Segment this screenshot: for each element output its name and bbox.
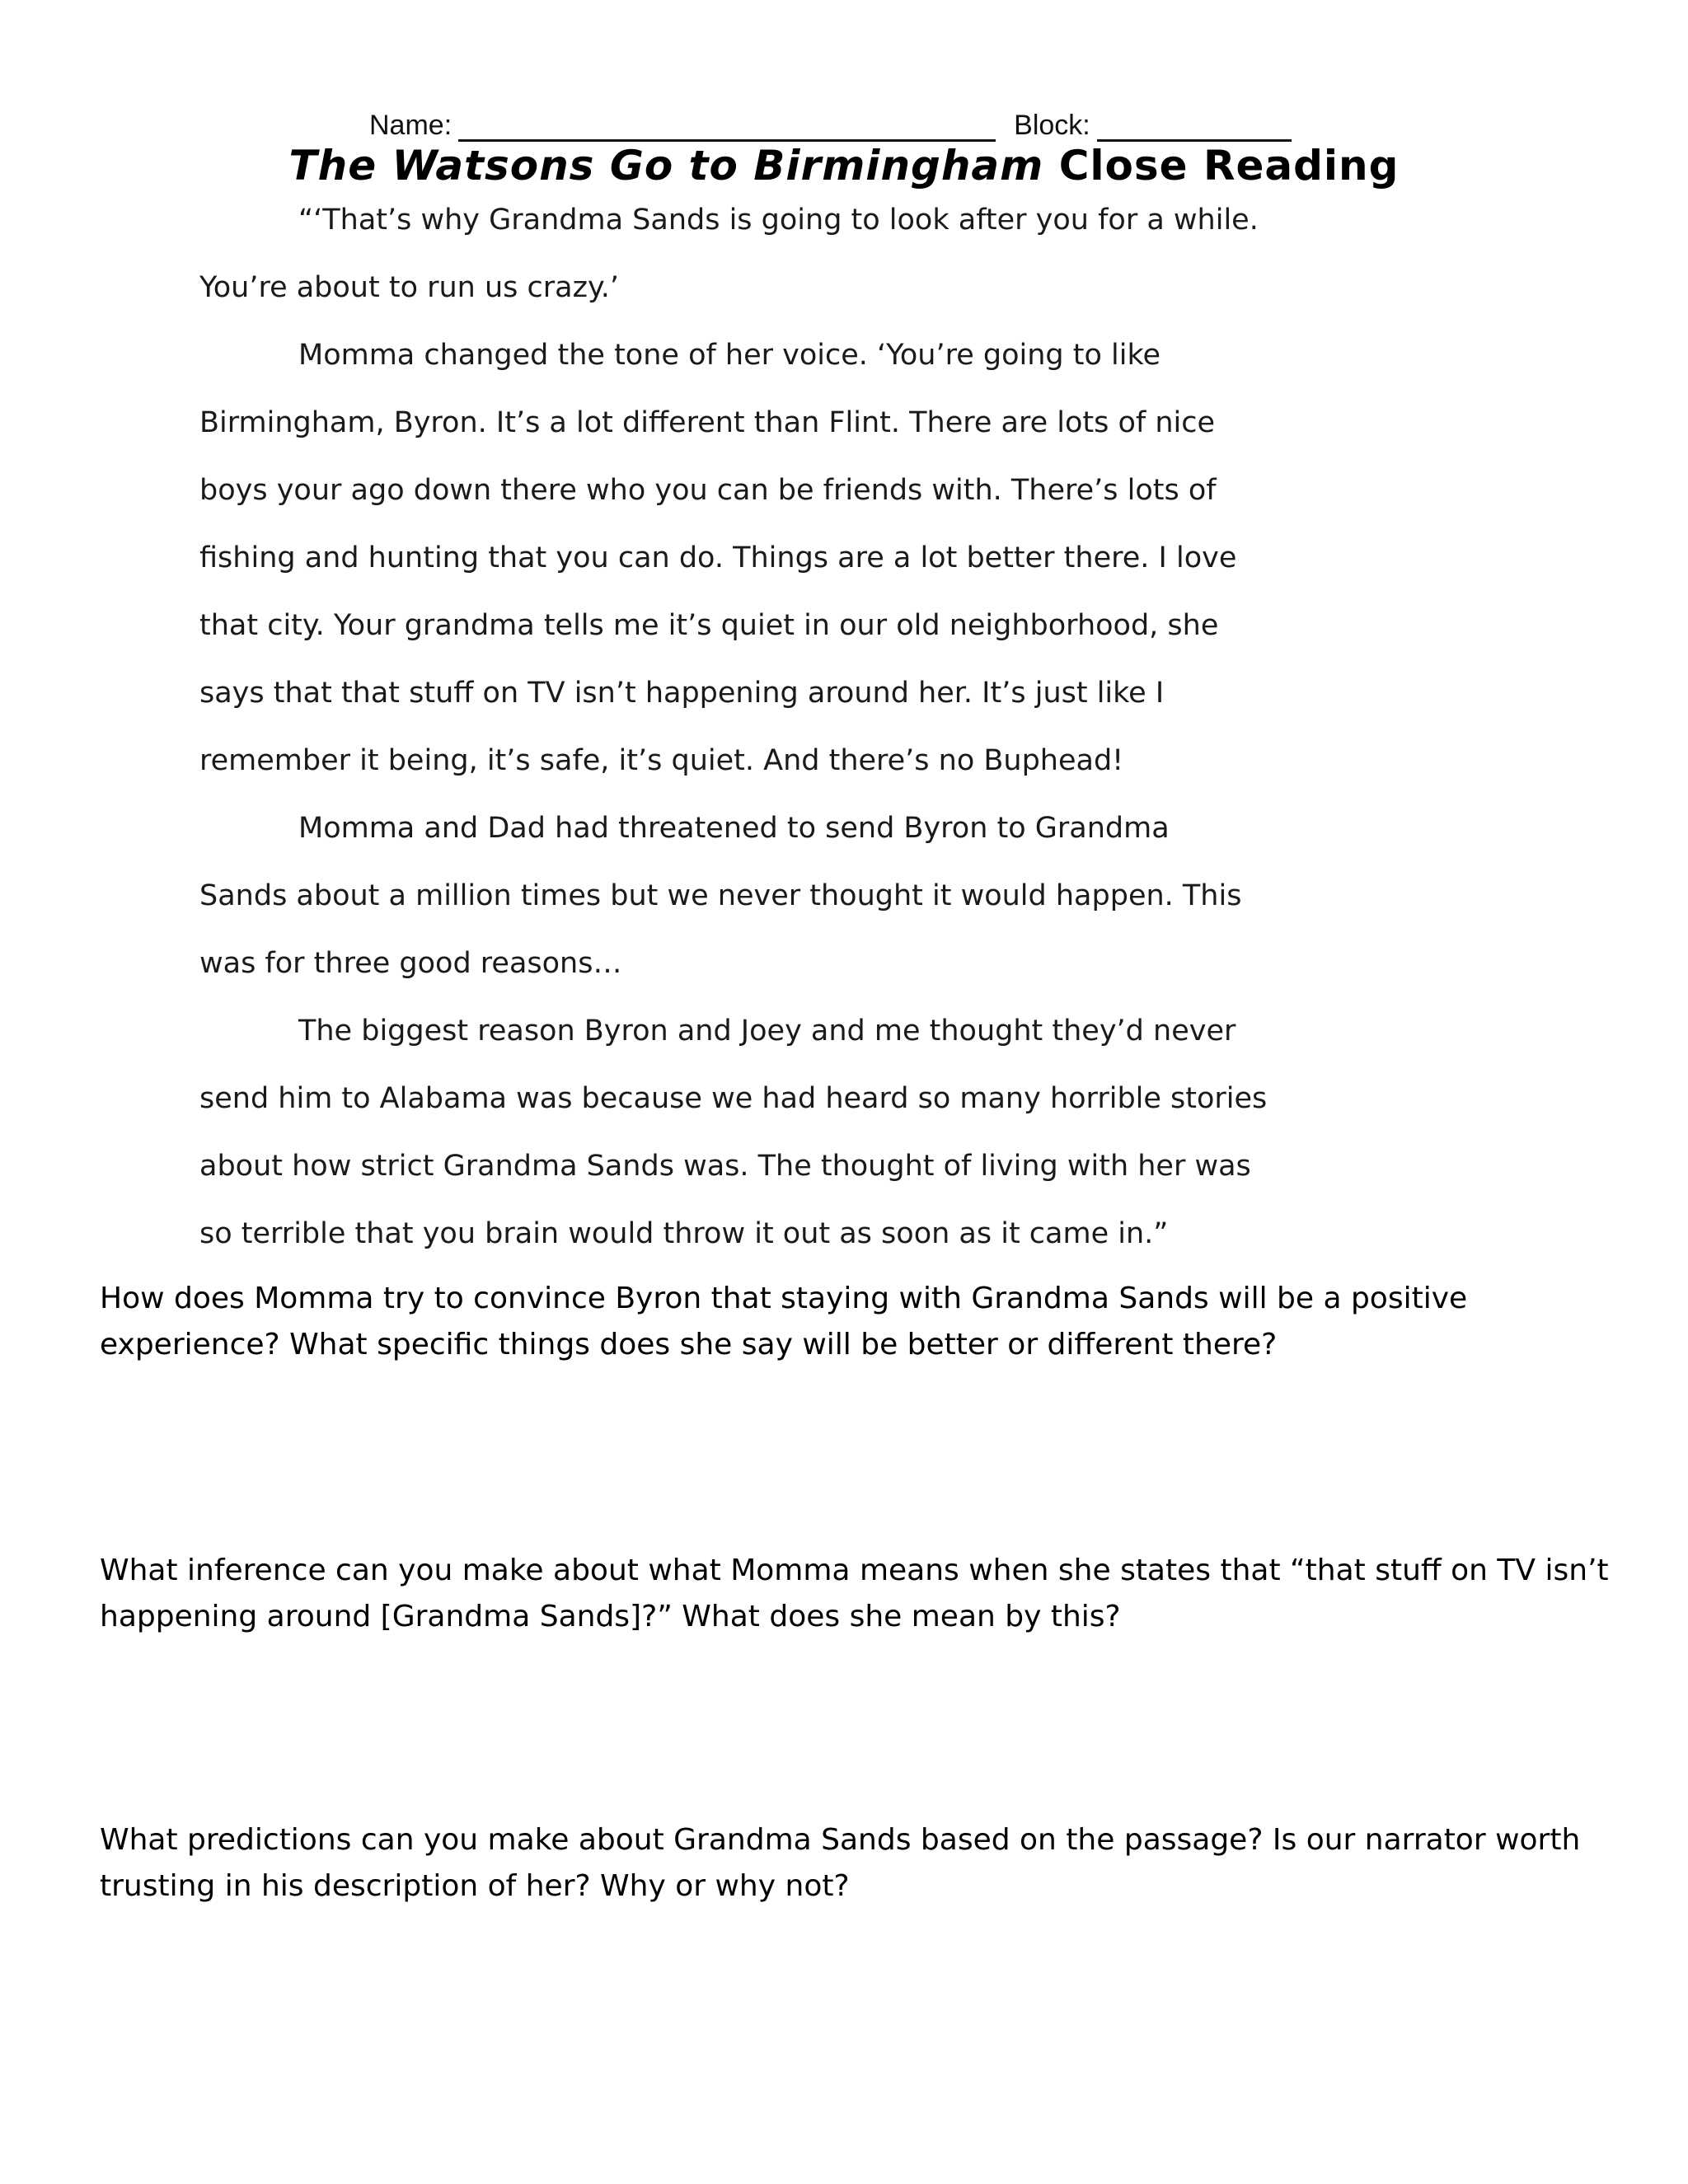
passage-line: was for three good reasons… <box>199 947 622 980</box>
question-1-line-1: How does Momma try to convince Byron that staying with Grandma Sands will be a positive <box>100 1282 1468 1315</box>
question-3-line-2: trusting in his description of her? Why or why not? <box>100 1869 850 1903</box>
question-2-line-2: happening around [Grandma Sands]?” What does she mean by this? <box>100 1600 1121 1633</box>
passage-line: send him to Alabama was because we had heard so many horrible stories <box>199 1082 1268 1115</box>
passage-line: The biggest reason Byron and Joey and me thought they’d never <box>298 1015 1236 1047</box>
book-title: The Watsons Go to Birmingham <box>288 142 1044 190</box>
passage-line: You’re about to run us crazy.’ <box>199 271 619 304</box>
passage-line: Momma and Dad had threatened to send Byron to Grandma <box>298 812 1170 845</box>
student-info-header <box>369 101 1292 142</box>
passage-line: remember it being, it’s safe, it’s quiet. And there’s no Buphead! <box>199 744 1124 777</box>
reading-passage <box>199 195 1320 1277</box>
name-label: Name: <box>369 110 452 141</box>
passage-line: Birmingham, Byron. It’s a lot different than Flint. There are lots of nice <box>199 406 1216 439</box>
name-blank[interactable] <box>458 111 996 142</box>
question-2 <box>100 1548 1609 1640</box>
passage-line: boys your ago down there who you can be friends with. There’s lots of <box>199 474 1217 507</box>
question-2-line-1: What inference can you make about what Momma means when she states that “that stuff on TV isn’t <box>100 1554 1609 1587</box>
title-suffix: Close Reading <box>1058 142 1400 190</box>
block-blank[interactable] <box>1097 111 1292 142</box>
question-1-line-2: experience? What specific things does she say will be better or different there? <box>100 1328 1278 1361</box>
passage-line: fishing and hunting that you can do. Things are a lot better there. I love <box>199 541 1237 574</box>
passage-line: Momma changed the tone of her voice. ‘You’re going to like <box>298 339 1161 372</box>
question-1 <box>100 1276 1600 1368</box>
block-label: Block: <box>1014 110 1090 141</box>
passage-line: says that that stuff on TV isn’t happening around her. It’s just like I <box>199 677 1165 710</box>
question-3 <box>100 1817 1600 1910</box>
worksheet-title <box>0 142 1688 190</box>
question-3-line-1: What predictions can you make about Grandma Sands based on the passage? Is our narrator worth <box>100 1823 1581 1857</box>
passage-line: about how strict Grandma Sands was. The thought of living with her was <box>199 1150 1251 1183</box>
passage-line: so terrible that you brain would throw it out as soon as it came in.” <box>199 1217 1169 1250</box>
passage-line: Sands about a million times but we never thought it would happen. This <box>199 879 1242 912</box>
passage-line: “‘That’s why Grandma Sands is going to look after you for a while. <box>298 204 1259 237</box>
passage-line: that city. Your grandma tells me it’s quiet in our old neighborhood, she <box>199 609 1219 642</box>
